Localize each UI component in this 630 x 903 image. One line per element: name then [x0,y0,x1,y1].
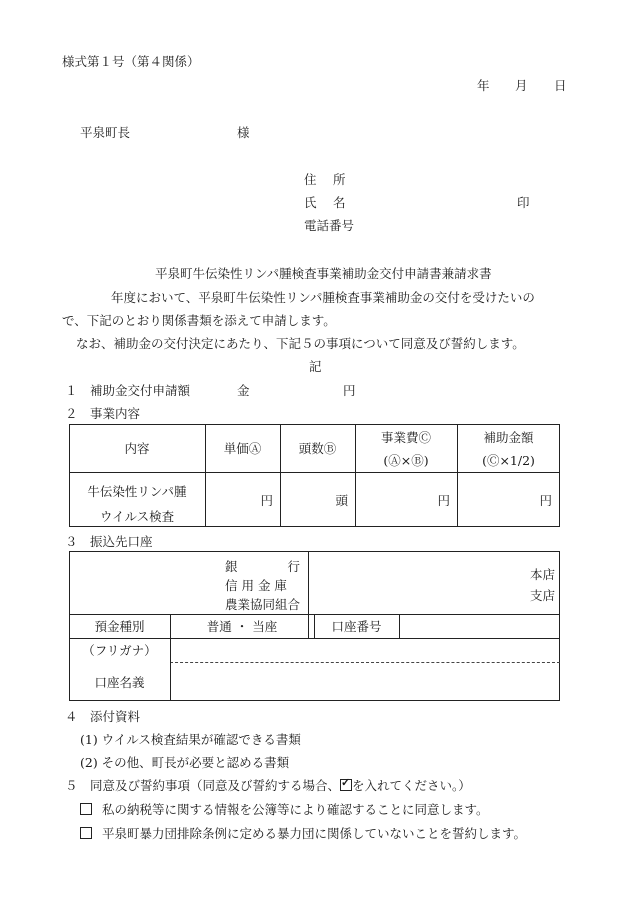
header-cost-line1: 事業費Ⓒ [380,430,431,445]
row-cost[interactable]: 円 [437,492,450,508]
consent-checkbox-2[interactable] [80,827,92,839]
header-subsidy-line1: 補助金額 [483,430,534,445]
row-unit-price[interactable]: 円 [260,492,273,508]
row-content-line2: ウイルス検査 [99,509,175,524]
bank-type-shinkin: 信 用 金 庫 [225,578,287,593]
consent-checkbox-1[interactable] [80,803,92,815]
bank-type-ginko: 銀 行 [225,559,301,574]
addressee-honorific: 様 [237,125,250,140]
branch-honten: 本店 [530,567,556,582]
section1-label: １ 補助金交付申請額 [65,383,191,398]
section5-label-after: を入れてください。） [352,778,471,793]
row-content-line1: 牛伝染性リンパ腫 [87,484,187,499]
attachment-item2: (2) その他、町長が必要と認める書類 [80,755,290,770]
header-cost-line2: (Ⓐ×Ⓑ) [383,453,429,468]
header-unit-price: 単価Ⓐ [223,441,262,456]
row-subsidy[interactable]: 円 [539,492,552,508]
ki-label: 記 [309,359,322,374]
checked-box-icon [340,779,352,791]
header-subsidy-line2: (Ⓒ×1/2) [482,453,535,468]
account-name-field[interactable] [171,663,559,700]
consent-item1 [80,800,489,818]
section4-label: ４ 添付資料 [65,709,141,724]
name-label: 氏 名 [304,195,346,210]
phone-label: 電話番号 [304,218,355,233]
consent-item1-text: 私の納税等に関する情報を公簿等により確認することに同意します。 [101,802,489,817]
section5-label-before: ５ 同意及び誓約事項（同意及び誓約する場合、 [65,778,341,793]
date-year: 年 [477,78,490,93]
section5-label [65,776,471,794]
branch-shiten: 支店 [530,588,556,603]
form-number: 様式第１号（第４関係） [62,54,200,69]
furigana-label: （フリガナ） [82,643,157,658]
document-title: 平泉町牛伝染性リンパ腫検査事業補助金交付申請書兼請求書 [155,266,492,281]
consent-item2-text: 平泉町暴力団排除条例に定める暴力団に関係していないことを誓約します。 [101,826,526,841]
row-head-count[interactable]: 頭 [335,492,348,508]
section2-label: ２ 事業内容 [65,406,141,421]
header-head-count: 頭数Ⓑ [298,441,337,456]
attachment-item1: (1) ウイルス検査結果が確認できる書類 [80,732,301,747]
date-day: 日 [554,78,567,93]
bank-type-nokyo: 農業協同組合 [225,597,301,612]
addressee-name: 平泉町長 [80,125,131,140]
account-name-label: 口座名義 [94,674,145,690]
account-number-field[interactable] [400,615,559,637]
deposit-type-label: 預金種別 [94,619,145,634]
body-para1-line1: 年度において、平泉町牛伝染性リンパ腫検査事業補助金の交付を受けたいの [111,290,535,305]
body-para2: なお、補助金の交付決定にあたり、下記５の事項について同意及び誓約します。 [76,336,525,351]
section1-kin: 金 [237,383,250,398]
deposit-type-value[interactable]: 普通 ・ 当座 [206,619,278,634]
account-number-label: 口座番号 [331,619,382,634]
header-content: 内容 [124,441,150,456]
consent-item2 [80,824,526,842]
seal-label: 印 [517,195,530,210]
furigana-field[interactable] [171,639,559,661]
address-label: 住 所 [304,172,346,187]
date-month: 月 [515,78,528,93]
body-para1-line2: で、下記のとおり関係書類を添えて申請します。 [62,313,336,328]
section1-yen: 円 [343,383,356,398]
section3-label: ３ 振込先口座 [65,534,153,549]
